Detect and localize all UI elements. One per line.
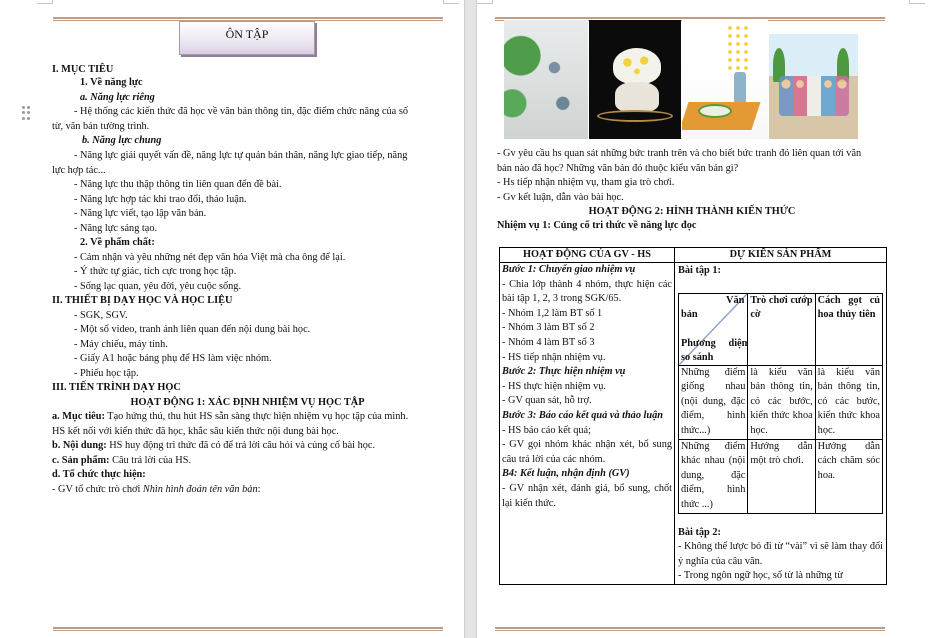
step-line: - HS báo cáo kết quả; xyxy=(502,424,591,436)
paragraph-line: - Hs tiếp nhận nhiệm vụ, tham gia trò chơi. xyxy=(497,177,675,188)
image-narcissus-flower xyxy=(589,20,681,139)
section-heading-objectives: I. MỤC TIÊU xyxy=(52,64,114,75)
page-gutter xyxy=(464,0,477,638)
subheading-general-competence: b. Năng lực chung xyxy=(82,135,162,146)
cell-difference-1: Hướng dẫn một trò chơi. xyxy=(748,439,815,513)
step-1-label: Bước 1: Chuyển giao nhiệm vụ xyxy=(502,264,636,275)
crop-mark-top-left xyxy=(477,0,493,4)
row-label-similarities: Những điểm giống nhau (nội dung, đặc điểm, hình thức...) xyxy=(679,365,748,439)
image-tug-of-war xyxy=(769,34,858,139)
step-4-label: B4: Kết luận, nhận định (GV) xyxy=(502,468,630,480)
column-header-narcissus: Cách gọt củ hoa thủy tiên xyxy=(815,293,882,365)
footer-rule xyxy=(53,627,443,631)
exercise-2-line: - Trong ngôn ngữ học, số từ là những từ xyxy=(678,570,843,582)
exercise-2-line: - Không thể lược bỏ đi từ “vài” vì sẽ làm thay đổi ý nghĩa của câu văn. xyxy=(678,541,883,567)
bullet-item: - Năng lực hợp tác khi trao đổi, thảo luận. xyxy=(74,194,247,205)
product-cell xyxy=(675,263,887,585)
bullet-item: - Năng lực thu thập thông tin liên quan đến đề bài. xyxy=(74,179,282,190)
cell-difference-2: Hướng dẫn cách chăm sóc hoa. xyxy=(815,439,882,513)
step-line: - GV nhận xét, đánh giá, bổ sung, chốt lại kiến thức. xyxy=(502,482,672,509)
objective-text: Tạo hứng thú, thu hút HS sẵn sàng thực hiện nhiệm vụ học tập của mình. xyxy=(104,411,409,422)
paragraph-line: lực hợp tác... xyxy=(52,165,106,176)
step-line: - HS tiếp nhận nhiệm vụ. xyxy=(502,351,606,363)
objective-line xyxy=(52,410,408,425)
activity-cell xyxy=(500,263,675,585)
diag-label-text: Văn xyxy=(726,294,745,306)
image-flag-game xyxy=(504,20,588,139)
bullet-item: - Năng lực viết, tạo lập văn bản. xyxy=(74,208,207,219)
product-label: c. Sản phẩm: xyxy=(52,455,110,466)
step-3-label: Bước 3: Báo cáo kết quả và thảo luận xyxy=(502,409,664,421)
task-1-heading: Nhiệm vụ 1: Củng cố tri thức về năng lực đọc xyxy=(497,220,697,231)
row-label-differences: Những điểm khác nhau (nội dung, đặc điểm, hình thức ...) xyxy=(679,439,748,513)
activity-2-heading: HOẠT ĐỘNG 2: HÌNH THÀNH KIẾN THỨC xyxy=(588,206,796,217)
organization-suffix: : xyxy=(257,484,261,495)
paragraph-line: HS kết nối với kiến thức đã học, khắc sâu kiến thức nội dung bài học. xyxy=(52,426,339,437)
game-name: Nhìn hình đoán tên văn bản xyxy=(142,484,258,495)
bullet-item: - SGK, SGV. xyxy=(74,310,128,321)
diag-label-aspect: Phương diện so sánh xyxy=(681,337,748,363)
paragraph-line: - Hệ thống các kiến thức đã học về văn bản thông tin, đặc điểm chức năng của số xyxy=(74,106,408,117)
step-line: - GV gọi nhóm khác nhận xét, bổ sung câu trả lời của các nhóm. xyxy=(502,439,672,465)
crop-mark-top-right xyxy=(443,0,459,4)
title-box xyxy=(179,21,315,55)
step-line: - HS thực hiện nhiệm vụ. xyxy=(502,380,606,392)
content-text: HS huy động tri thức đã có để trả lời câu hỏi và củng cố bài học. xyxy=(106,440,376,451)
section-heading-process: III. TIẾN TRÌNH DẠY HỌC xyxy=(52,382,181,393)
content-line xyxy=(52,439,375,454)
bullet-item: - Sống lạc quan, yêu đời, yêu cuộc sống. xyxy=(74,281,242,292)
bullet-item: - Phiếu học tập. xyxy=(74,368,139,379)
column-header-flag-game: Trò chơi cướp cờ xyxy=(748,293,815,365)
product-text: Câu trả lời của HS. xyxy=(109,455,192,466)
exercise-1-label: Bài tập 1: xyxy=(678,265,721,276)
paragraph-line: - Năng lực giải quyết vấn đề, năng lực tự quản bản thân, năng lực giao tiếp, năng xyxy=(74,150,408,161)
paragraph-line: - Gv yêu cầu hs quan sát những bức tranh trên và cho biết bức tranh đó liên quan tới văn xyxy=(497,148,862,159)
bullet-item: - Ý thức tự giác, tích cực trong học tập. xyxy=(74,266,237,277)
drag-handle-icon[interactable] xyxy=(22,106,30,120)
activity-table xyxy=(499,247,887,585)
bullet-item: - Cảm nhận và yêu những nét đẹp văn hóa Việt mà cha ông để lại. xyxy=(74,252,346,263)
step-line: - GV quan sát, hỗ trợ. xyxy=(502,395,592,407)
step-line: - Nhóm 4 làm BT số 3 xyxy=(502,336,595,348)
step-line: - Chia lớp thành 4 nhóm, thực hiện các bài tập 1, 2, 3 trong SGK/65. xyxy=(502,278,672,305)
paragraph-line: - Gv kết luận, dẫn vào bài học. xyxy=(497,192,624,203)
column-header-product: DỰ KIẾN SẢN PHẨM xyxy=(675,248,887,263)
step-line: - Nhóm 3 làm BT số 2 xyxy=(502,322,595,334)
image-cakes-and-vase xyxy=(682,20,768,139)
document-page-2 xyxy=(477,0,938,638)
diagonal-header-cell xyxy=(679,293,748,365)
content-label: b. Nội dung: xyxy=(52,440,107,451)
crop-mark-top-left xyxy=(37,0,53,4)
crop-mark-top-right xyxy=(909,0,925,4)
subheading-qualities: 2. Về phẩm chất: xyxy=(80,237,155,248)
objective-label: a. Mục tiêu: xyxy=(52,411,105,422)
subheading-specific-competence: a. Năng lực riêng xyxy=(80,92,155,103)
paragraph-line: từ, văn bản tường trình. xyxy=(52,121,150,132)
column-header-activity: HOẠT ĐỘNG CỦA GV - HS xyxy=(500,248,675,263)
bullet-item: - Giấy A1 hoặc bảng phụ để HS làm việc nhóm. xyxy=(74,353,272,364)
comparison-table xyxy=(678,293,883,514)
activity-1-heading: HOẠT ĐỘNG 1: XÁC ĐỊNH NHIỆM VỤ HỌC TẬP xyxy=(130,397,365,408)
step-line: - Nhóm 1,2 làm BT số 1 xyxy=(502,307,603,319)
organization-text: - GV tổ chức trò chơi xyxy=(52,484,143,495)
paragraph-line: bản nào đã học? Những văn bản đó thuộc kiểu văn bản gì? xyxy=(497,163,739,174)
organization-label: d. Tổ chức thực hiện: xyxy=(52,469,146,480)
organization-line xyxy=(52,483,260,498)
subheading-competence: 1. Về năng lực xyxy=(80,77,143,88)
page-title: ÔN TẬP xyxy=(225,27,269,41)
diag-label-text-2: bản xyxy=(681,308,698,320)
exercise-2-label: Bài tập 2: xyxy=(678,526,721,538)
document-page-1 xyxy=(0,0,464,638)
bullet-item: - Máy chiếu, máy tính. xyxy=(74,339,168,350)
product-line xyxy=(52,454,191,469)
step-2-label: Bước 2: Thực hiện nhiệm vụ xyxy=(502,366,626,378)
bullet-item: - Năng lực sáng tạo. xyxy=(74,223,158,234)
bullet-item: - Một số video, tranh ảnh liên quan đến nội dung bài học. xyxy=(74,324,311,335)
section-heading-equipment: II. THIẾT BỊ DẠY HỌC VÀ HỌC LIỆU xyxy=(52,295,233,306)
cell-similarity-2: là kiểu văn bản thông tin, có các bước, kiến thức khoa học. xyxy=(815,365,882,439)
cell-similarity-1: là kiểu văn bản thông tin, có các bước, kiến thức khoa học. xyxy=(748,365,815,439)
footer-rule xyxy=(495,627,885,631)
